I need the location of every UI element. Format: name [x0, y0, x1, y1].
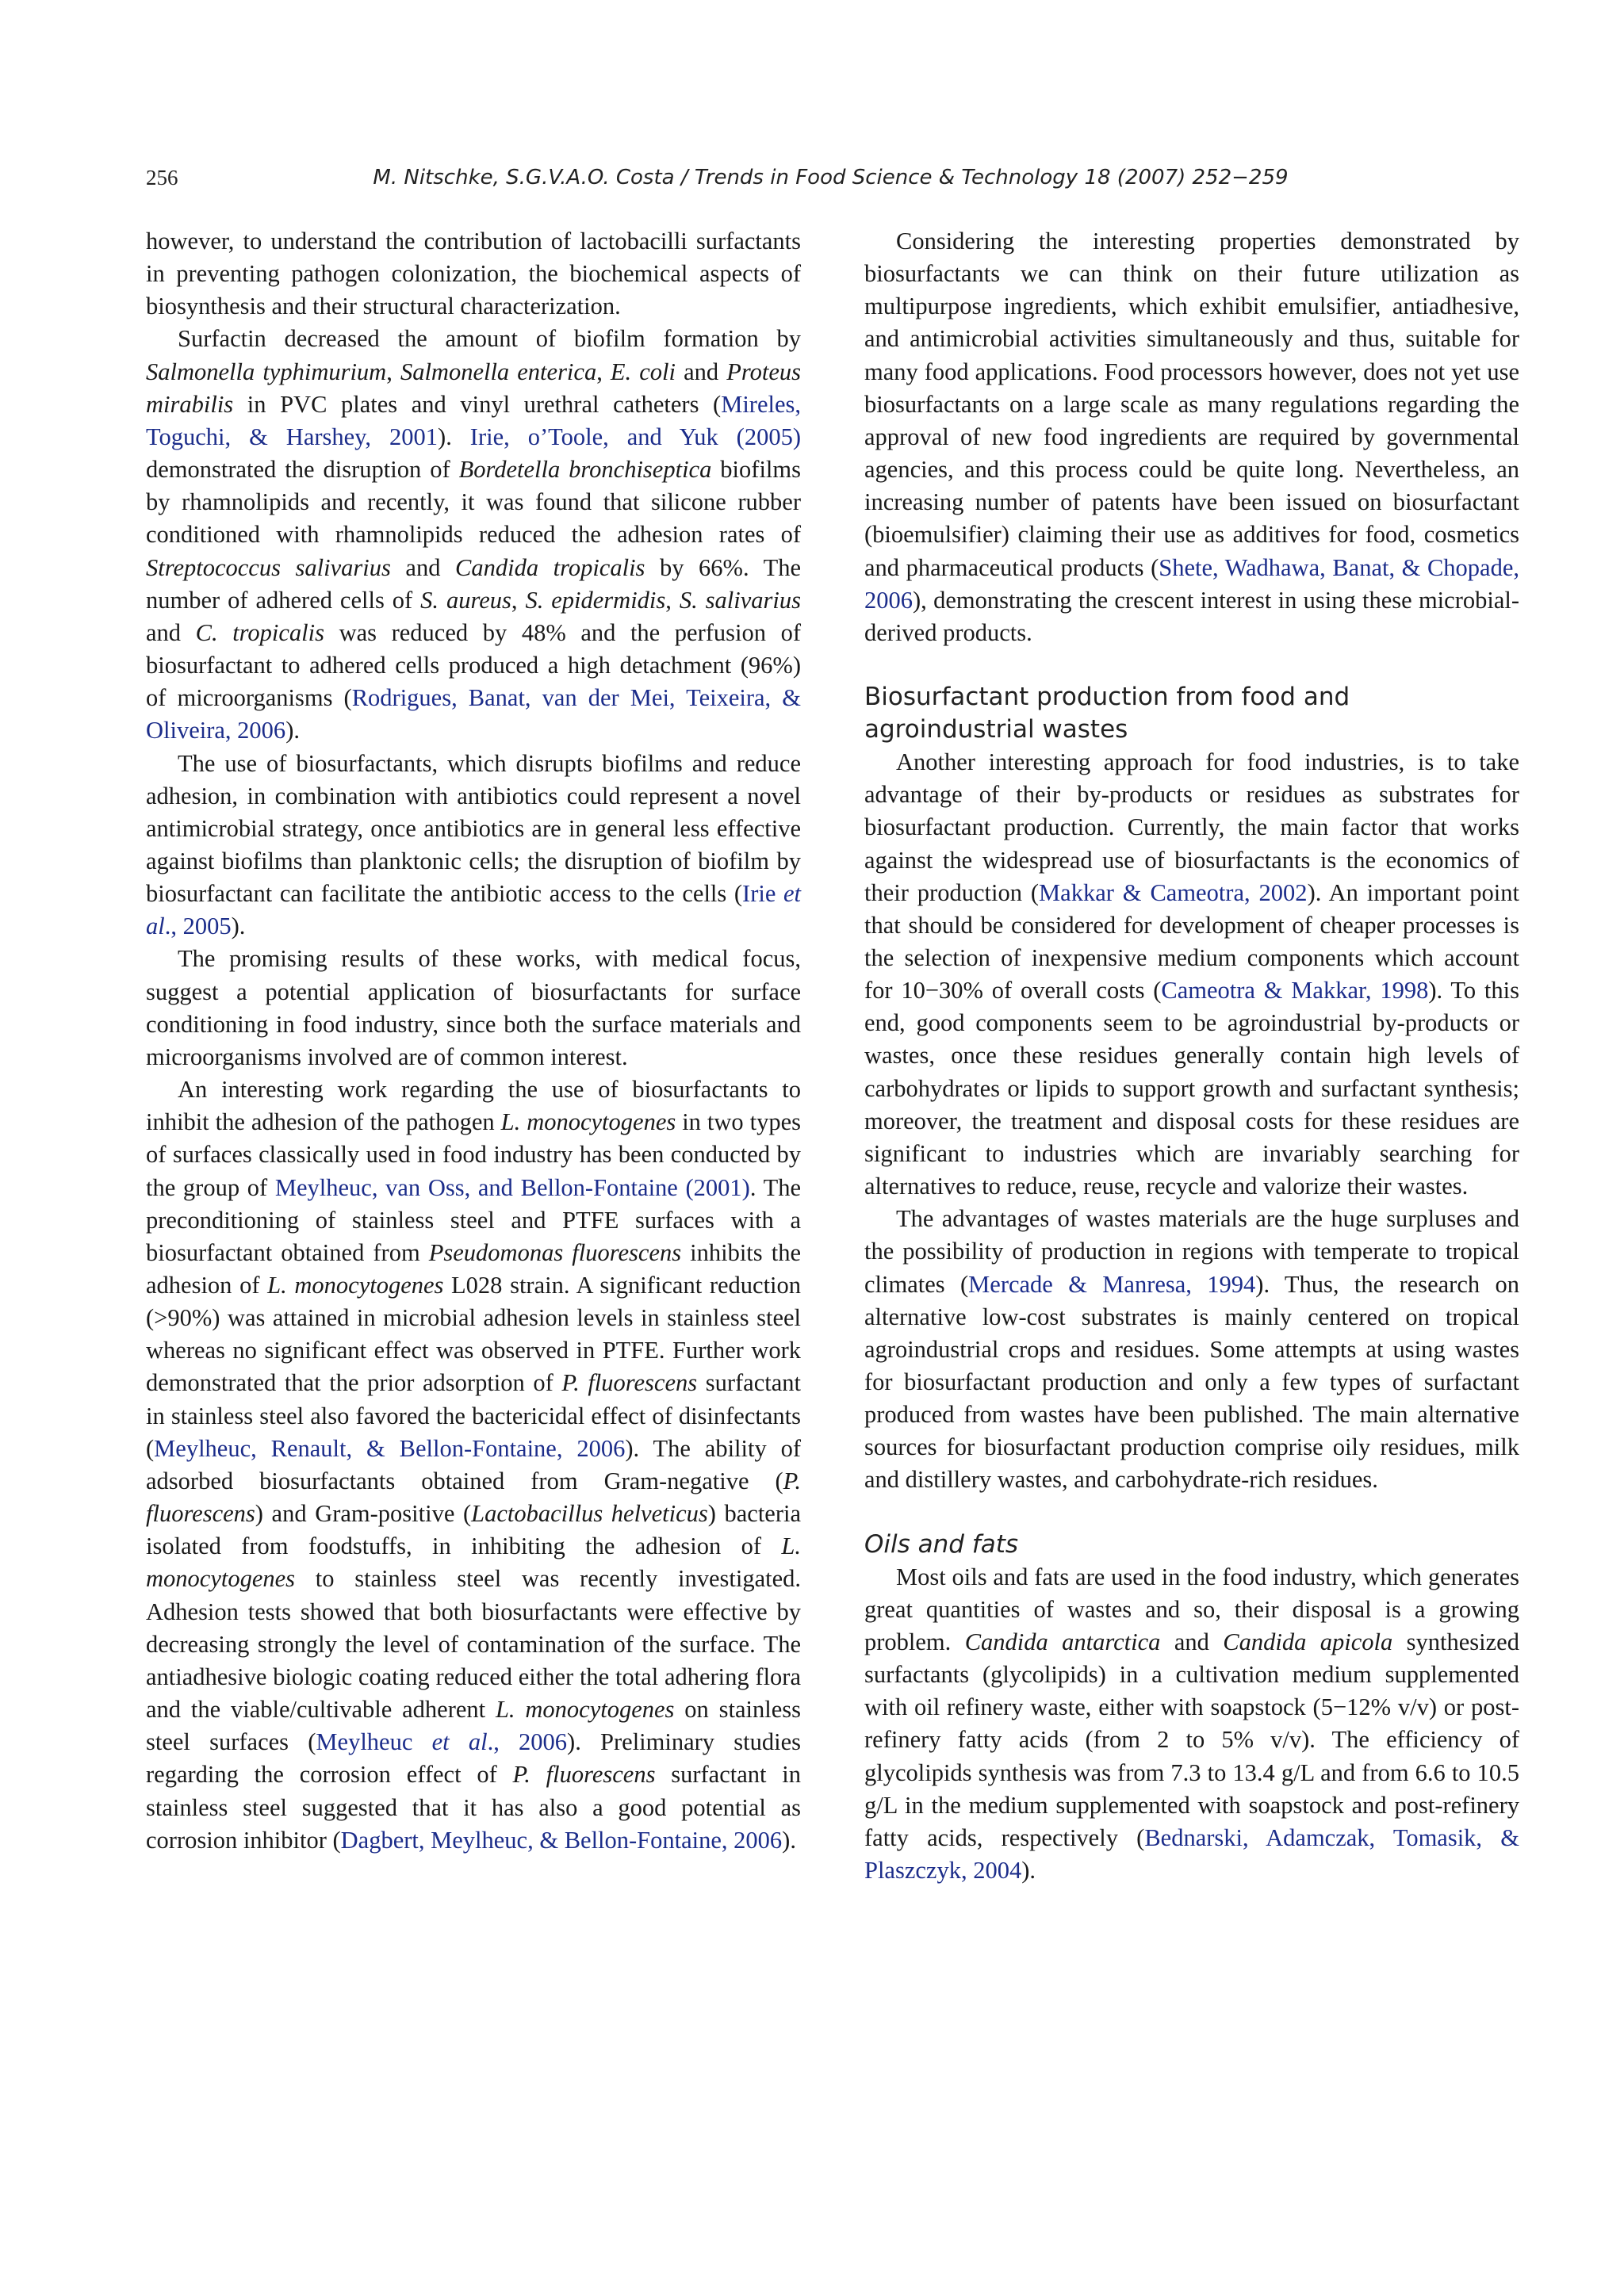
citation-link[interactable]: Irie et al., 2005 — [146, 880, 801, 940]
paragraph: The promising results of these works, with medical focus, suggest a potential application of biosurfactants for surface conditioning in food industry, since both the surface materials and microorganisms involved are of common interest. — [146, 945, 801, 1070]
citation-link[interactable]: Meylheuc et al., 2006 — [316, 1728, 568, 1756]
citation-link[interactable]: Rodrigues, Banat, van der Mei, Teixeira, & Oliveira, 2006 — [146, 684, 801, 744]
paragraph: however, to understand the contribution of lactobacilli surfactants in preventing pathogen colonization, the biochemical aspects of biosynthesis and their structural characterization. — [146, 228, 801, 320]
page-header — [146, 162, 1515, 193]
running-title: M. Nitschke, S.G.V.A.O. Costa / Trends in Food Science & Technology 18 (2007) 252−259 — [373, 166, 1289, 189]
citation-link[interactable]: Meylheuc, van Oss, and Bellon-Fontaine (2001) — [274, 1173, 750, 1201]
paragraph: The advantages of wastes materials are the huge surpluses and the possibility of production in regions with temperate to tropical climates (Mercade & Manresa, 1994). Thus, the research on alternative low-cost substrates is mainly centered on tropical agroindustrial crops and residues. Some attempts at using wastes for biosurfactant production and only a few types of surfactant produced from wastes have been published. The main alternative sources for biosurfactant production comprise oily residues, milk and distillery wastes, and carbohydrate-rich residues. — [864, 1205, 1519, 1494]
paragraph: An interesting work regarding the use of biosurfactants to inhibit the adhesion of the pathogen L. monocytogenes in two types of surfaces classically used in food industry has been conducted by the group of Meylheuc, van Oss, and Bellon-Fontaine (2001). The preconditioning of stainless steel and PTFE surfaces with a biosurfactant obtained from Pseudomonas fluorescens inhibits the adhesion of L. monocytogenes L028 strain. A significant reduction (>90%) was attained in microbial adhesion levels in stainless steel whereas no significant effect was observed in PTFE. Further work demonstrated that the prior adsorption of P. fluorescens surfactant in stainless steel also favored the bactericidal effect of disinfectants (Meylheuc, Renault, & Bellon-Fontaine, 2006). The ability of adsorbed biosurfactants obtained from Gram-negative (P. fluorescens) and Gram-positive (Lactobacillus helveticus) bacteria isolated from foodstuffs, in inhibiting the adhesion of L. monocytogenes to stainless steel was recently investigated. Adhesion tests showed that both biosurfactants were effective by decreasing strongly the level of contamination of the surface. The antiadhesive biologic coating reduced either the total adhering flora and the viable/cultivable adherent L. monocytogenes on stainless steel surfaces (Meylheuc et al., 2006). Preliminary studies regarding the corrosion effect of P. fluorescens surfactant in stainless steel suggested that it has also a good potential as corrosion inhibitor (Dagbert, Meylheuc, & Bellon-Fontaine, 2006). — [146, 1076, 802, 1854]
paragraph: The use of biosurfactants, which disrupts biofilms and reduce adhesion, in combination with antibiotics could represent a novel antimicrobial strategy, once antibiotics are in general less effective against biofilms than planktonic cells; the disruption of biofilm by biosurfactant can facilitate the antibiotic access to the cells (Irie et al., 2005). — [146, 749, 801, 940]
right-column — [864, 225, 1519, 1887]
section-heading: Biosurfactant production from food and agroindustrial wastes — [864, 683, 1350, 744]
citation-link[interactable]: Bednarski, Adamczak, Tomasik, & Plaszczyk, 2004 — [864, 1823, 1519, 1885]
citation-link[interactable]: Mireles, Toguchi, & Harshey, 2001 — [146, 390, 801, 450]
citation-link[interactable]: Dagbert, Meylheuc, & Bellon-Fontaine, 2006 — [340, 1826, 783, 1854]
citation-link[interactable]: Cameotra & Makkar, 1998 — [1161, 977, 1429, 1004]
citation-link[interactable]: Shete, Wadhawa, Banat, & Chopade, 2006 — [864, 553, 1519, 614]
paragraph: Most oils and fats are used in the food industry, which generates great quantities of wastes and so, their disposal is a growing problem. Candida antarctica and Candida apicola synthesized surfactants (glycolipids) in a cultivation medium supplemented with oil refinery waste, either with soapstock (5−12% v/v) or post-refinery fatty acids (from 2 to 5% v/v). The efficiency of glycolipids synthesis was from 7.3 to 13.4 g/L and from 6.6 to 10.5 g/L in the medium supplemented with soapstock and post-refinery fatty acids, respectively (Bednarski, Adamczak, Tomasik, & Plaszczyk, 2004). — [864, 1563, 1519, 1885]
citation-link[interactable]: Makkar & Cameotra, 2002 — [1039, 878, 1308, 906]
left-column — [146, 225, 801, 1857]
citation-link[interactable]: Irie, o’Toole, and Yuk (2005) — [469, 423, 801, 450]
paragraph: Considering the interesting properties demonstrated by biosurfactants we can think on their future utilization as multipurpose ingredients, which exhibit emulsifier, antiadhesive, and antimicrobial activities simultaneously and thus, suitable for many food applications. Food processors however, does not yet use biosurfactants on a large scale as many regulations regarding the approval of new food ingredients are required by governmental agencies, and this process could be quite long. Nevertheless, an increasing number of patents have been issued on biosurfactant (bioemulsifier) claiming their use as additives for food, cosmetics and pharmaceutical products (Shete, Wadhawa, Banat, & Chopade, 2006), demonstrating the crescent interest in using these microbial-derived products. — [864, 228, 1519, 646]
subsection-heading: Oils and fats — [864, 1529, 1019, 1559]
citation-link[interactable]: Mercade & Manresa, 1994 — [968, 1270, 1256, 1298]
paragraph: Another interesting approach for food industries, is to take advantage of their by-products or residues as substrates for biosurfactant production. Currently, the main factor that works against the widespread use of biosurfactants is the economics of their production (Makkar & Cameotra, 2002). An important point that should be considered for development of cheaper processes is the selection of inexpensive medium components which account for 10−30% of overall costs (Cameotra & Makkar, 1998). To this end, good components seem to be agroindustrial by-products or wastes, once these residues generally contain high levels of carbohydrates or lipids to support growth and surfactant synthesis; moreover, the treatment and disposal costs for these residues are significant to industries which are invariably searching for alternatives to reduce, reuse, recycle and valorize their wastes. — [864, 748, 1519, 1200]
paragraph: Surfactin decreased the amount of biofilm formation by Salmonella typhimurium, Salmonella enterica, E. coli and Proteus mirabilis in PVC plates and vinyl urethral catheters (Mireles, Toguchi, & Harshey, 2001). Irie, o’Toole, and Yuk (2005) demonstrated the disruption of Bordetella bronchiseptica biofilms by rhamnolipids and recently, it was found that silicone rubber conditioned with rhamnolipids reduced the adhesion rates of Streptococcus salivarius and Candida tropicalis by 66%. The number of adhered cells of S. aureus, S. epidermidis, S. salivarius and C. tropicalis was reduced by 48% and the perfusion of biosurfactant to adhered cells produced a high detachment (96%) of microorganisms (Rodrigues, Banat, van der Mei, Teixeira, & Oliveira, 2006). — [146, 325, 801, 744]
citation-link[interactable]: Meylheuc, Renault, & Bellon-Fontaine, 2006 — [154, 1434, 626, 1462]
page-number: 256 — [146, 166, 178, 189]
